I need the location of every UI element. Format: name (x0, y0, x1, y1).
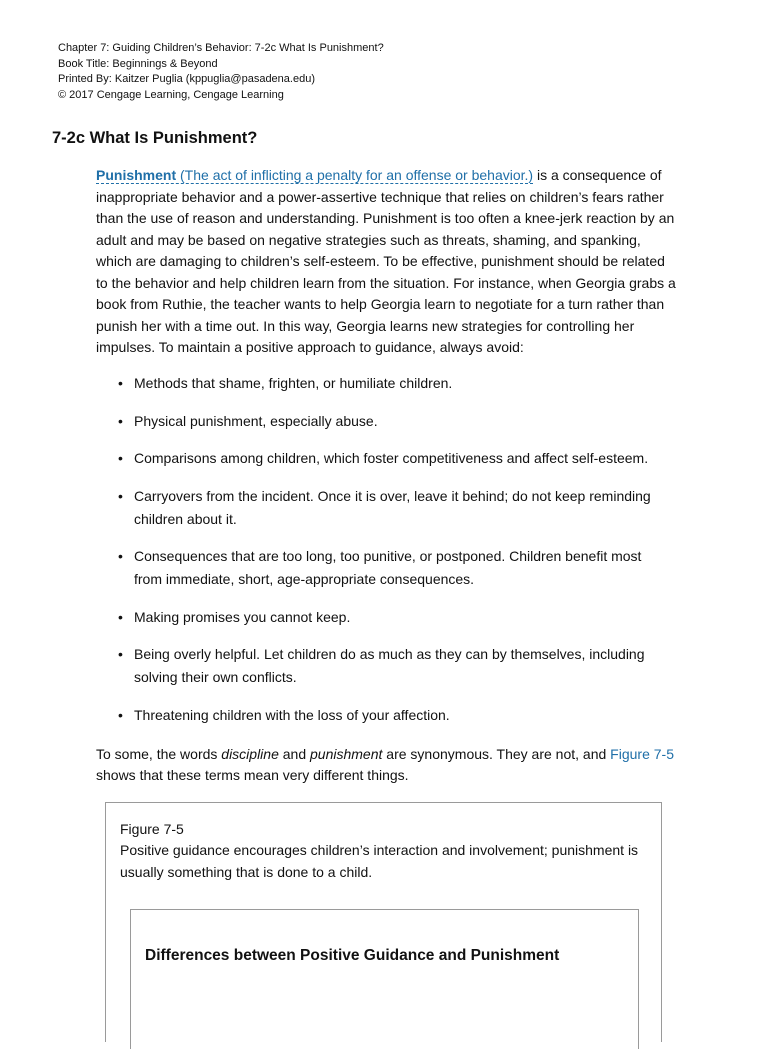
para-text: and (278, 746, 311, 762)
list-item-text: Being overly helpful. Let children do as much as they can by themselves, including solving their own conflicts. (134, 646, 645, 685)
para-text: shows that these terms mean very different things. (96, 767, 409, 783)
glossary-term: Punishment (96, 167, 177, 183)
intro-text: is a consequence of inappropriate behavior and a power-assertive technique that relies on children’s fears rather than the use of reason and understanding. Punishment is too often a knee-jerk reaction by an adult and may be based on negative strategies such as threats, shaming, and spanking, which are damaging to children’s self-esteem. To be effective, punishment should be related to the behavior and help children learn from the situation. For instance, when Georgia grabs a book from Ruthie, the teacher wants to help Georgia learn to negotiate for a turn rather than punish her with a time out. In this way, Georgia learns new strategies for controlling her impulses. To maintain a positive approach to guidance, always avoid: (96, 167, 676, 355)
bullet: • (118, 646, 123, 662)
punishment-glossary-link[interactable] (96, 167, 533, 184)
book-title-line: Book Title: Beginnings & Beyond (58, 57, 218, 70)
list-item (118, 704, 668, 727)
figure-label: Figure 7-5 (120, 821, 184, 837)
bullet: • (118, 487, 123, 504)
list-item-text: Comparisons among children, which foster competitiveness and affect self-esteem. (134, 450, 649, 466)
section-title: 7-2c What Is Punishment? (52, 129, 258, 147)
table-title: Differences between Positive Guidance and Punishment (145, 947, 560, 964)
list-item (118, 410, 668, 433)
glossary-definition: (The act of inflicting a penalty for an offense or behavior.) (176, 167, 534, 183)
bullet: • (118, 412, 123, 429)
emphasis-punishment: punishment (310, 746, 383, 762)
figure-caption: Positive guidance encourages children’s interaction and involvement; punishment is usually something that is done to a child. (120, 842, 639, 880)
figure-7-5-link[interactable]: Figure 7-5 (610, 746, 674, 762)
list-item-text: Threatening children with the loss of your affection. (134, 706, 450, 723)
intro-paragraph (96, 165, 676, 359)
print-header (58, 41, 384, 103)
list-item-text: Consequences that are too long, too punitive, or postponed. Children benefit most from immediate, short, age-appropriate consequences. (134, 548, 642, 587)
list-item-text: Carryovers from the incident. Once it is over, leave it behind; do not keep reminding children about it. (134, 487, 651, 527)
list-item-text: Methods that shame, frighten, or humiliate children. (134, 375, 453, 391)
copyright-line: © 2017 Cengage Learning, Cengage Learning (58, 88, 284, 101)
list-item-text: Making promises you cannot keep. (134, 608, 351, 625)
list-item (118, 643, 668, 689)
list-item (118, 372, 668, 395)
emphasis-discipline: discipline (221, 746, 279, 762)
bullet: • (118, 450, 123, 466)
list-item (118, 606, 668, 629)
figure-7-5 (105, 802, 662, 1042)
bullet: • (118, 706, 123, 723)
differences-table (130, 909, 639, 1049)
list-item (118, 485, 668, 531)
comparison-paragraph (96, 744, 676, 786)
bullet: • (118, 608, 123, 625)
bullet: • (118, 375, 123, 391)
chapter-line: Chapter 7: Guiding Children’s Behavior: 7-2c What Is Punishment? (58, 42, 384, 54)
list-item-text: Physical punishment, especially abuse. (134, 412, 378, 429)
list-item (118, 447, 668, 470)
avoid-list (118, 372, 668, 741)
para-text: are synonymous. They are not, and (382, 746, 611, 762)
printed-by-line: Printed By: Kaitzer Puglia (kppuglia@pasadena.edu) (58, 73, 315, 85)
list-item (118, 545, 668, 591)
bullet: • (118, 548, 123, 564)
para-text: To some, the words (96, 746, 222, 762)
